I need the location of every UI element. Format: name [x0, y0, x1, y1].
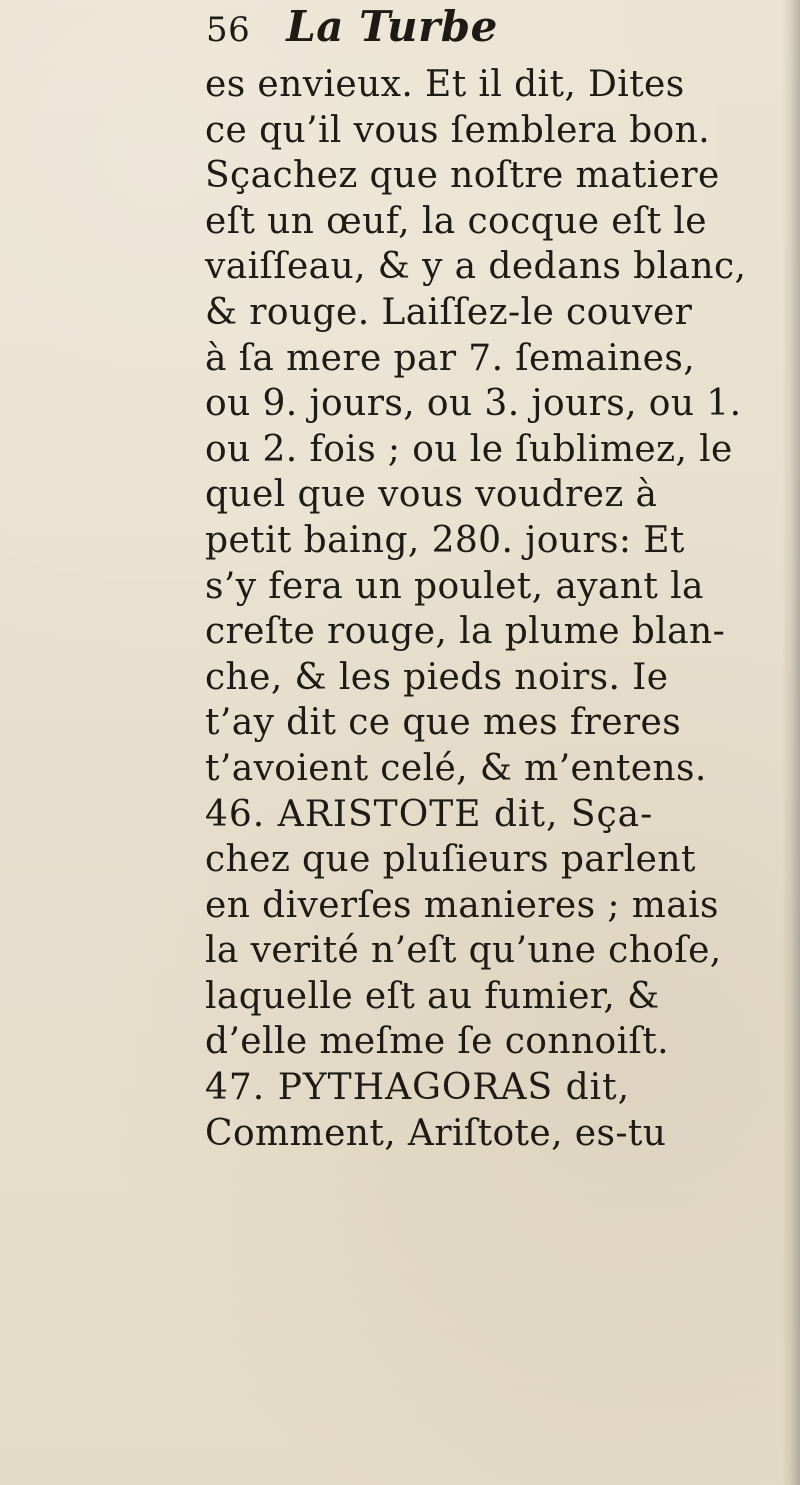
text-line: t’ay dit ce que mes freres: [205, 702, 682, 744]
page-edge-shadow: [782, 0, 800, 1485]
text-line: ce qu’il vous ſemblera bon.: [205, 109, 711, 151]
page-header: [206, 2, 626, 54]
text-line: en diverſes manieres ; mais: [205, 884, 719, 926]
page-number: 56: [206, 10, 251, 50]
text-line: Comment, Ariſtote, es-tu: [205, 1112, 667, 1154]
text-line: ou 9. jours, ou 3. jours, ou 1.: [205, 383, 742, 425]
text-line: t’avoient celé, & m’entens.: [205, 747, 707, 789]
text-line: Sçachez que noſtre matiere: [205, 155, 720, 197]
text-line: vaiſſeau, & y a dedans blanc,: [205, 246, 747, 288]
text-line: creſte rouge, la plume blan-: [205, 611, 726, 653]
text-line: d’elle meſme ſe connoiſt.: [205, 1021, 669, 1063]
text-line: ou 2. fois ; ou le ſublimez, le: [205, 428, 733, 470]
text-line: es envieux. Et il dit, Dites: [205, 64, 685, 105]
text-line: che, & les pieds noirs. Ie: [205, 656, 669, 698]
text-line: petit baing, 280. jours: Et: [205, 519, 685, 561]
text-line: 47. PYTHAGORAS dit,: [205, 1067, 631, 1109]
text-line: quel que vous voudrez à: [205, 474, 658, 516]
text-line: 46. ARISTOTE dit, Sça-: [205, 793, 654, 835]
running-title: La Turbe: [286, 2, 498, 51]
text-line: chez que pluſieurs parlent: [205, 839, 696, 881]
text-line: à ſa mere par 7. ſemaines,: [205, 337, 696, 379]
text-line: la verité n’eſt qu’une choſe,: [205, 930, 722, 972]
text-line: laquelle eſt au fumier, &: [205, 975, 660, 1017]
text-line: & rouge. Laiſſez-le couver: [205, 291, 693, 333]
body-text: [205, 62, 765, 1156]
text-line: eſt un œuf, la cocque eſt le: [205, 200, 708, 242]
text-line: s’y fera un poulet, ayant la: [205, 565, 704, 607]
